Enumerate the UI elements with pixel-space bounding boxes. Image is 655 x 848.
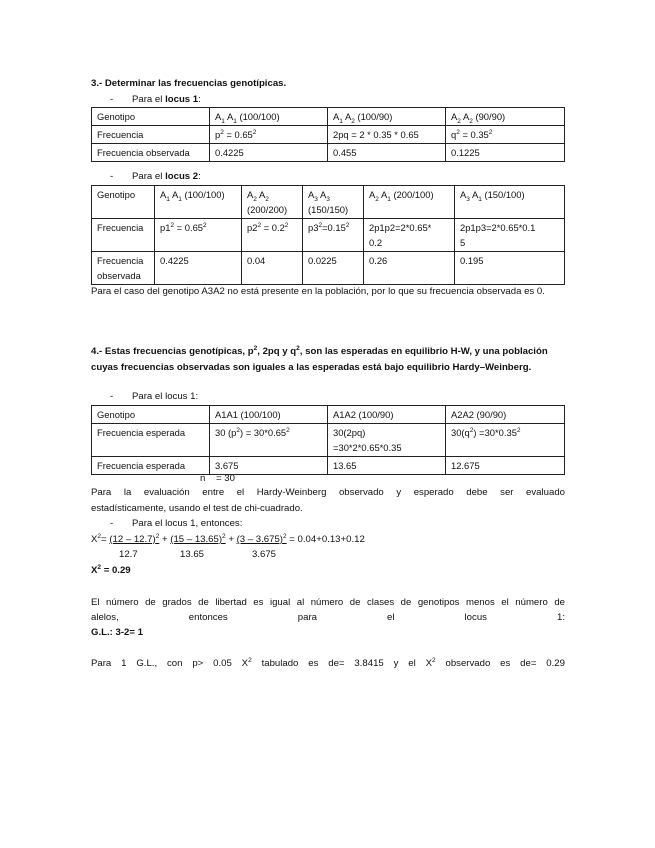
section-4-paragraph: 4.- Estas frecuencias genotípicas, $p^2$, 2pq y $q^2$, son las esperadas en equilibrio H-W, y una población cuyas frecuencias observadas son iguales a las esperadas está bajo equilibrio Hardy–Weinberg. [91, 344, 548, 373]
table-cell: $q^2 = 0.35^2$ [446, 126, 565, 144]
table-cell: Frecuencia observada [92, 252, 155, 285]
table-cell: 0.1225 [446, 144, 565, 162]
locus2-heading: - Para el locus 2: [110, 171, 201, 182]
table-locus2-frequencies [91, 185, 565, 285]
table-cell: Frecuencia esperada [92, 424, 210, 457]
denominator-3: 3.675 [252, 549, 277, 560]
denominator-2: 13.65 [180, 549, 205, 560]
table-header-cell: $A_2$ $A_1$ (200/100) [364, 186, 455, 219]
gl-result: G.L.: 3-2= 1 [91, 627, 143, 638]
table-expected-frequencies [91, 405, 565, 475]
table-header-cell: Genotipo [92, 108, 210, 126]
evaluation-text-line2: estadísticamente, usando el test de chi-cuadrado. [91, 503, 303, 514]
table-header-cell: $A_1$ $A_1$ (100/100) [210, 108, 328, 126]
table-header-cell: $A_1$ $A_2$ (100/90) [328, 108, 446, 126]
table-cell: 2p1p2=2*0.65* 0.2 [364, 219, 455, 252]
table-cell: 30(2pq) =30*2*0.65*0.35 [328, 424, 446, 457]
table-cell: $p1^2 = 0.65^2$ [155, 219, 242, 252]
table-cell: Frecuencia esperada [92, 457, 210, 475]
table-cell: $p3^2=0.15^2$ [303, 219, 364, 252]
table-cell: 12.675 [446, 457, 565, 475]
table-cell: Frecuencia observada [92, 144, 210, 162]
table-header-cell: $A_2$ $A_2$ (200/200) [242, 186, 303, 219]
table-cell: 0.455 [328, 144, 446, 162]
table-header-cell: A1A2 (100/90) [328, 406, 446, 424]
locus1-heading-s4: - Para el locus 1: [110, 391, 199, 402]
table-cell: $p2^2 = 0.2^2$ [242, 219, 303, 252]
table-header-cell: Genotipo [92, 186, 155, 219]
table-locus1-frequencies [91, 107, 565, 162]
table-cell: 3.675 [210, 457, 328, 475]
table-cell: 2pq = 2 * 0.35 * 0.65 [328, 126, 446, 144]
evaluation-text-line1: Para la evaluación entre el Hardy-Weinberg observado y esperado debe ser evaluado [91, 487, 565, 498]
sample-size: n = 30 [200, 473, 235, 484]
table-cell: $p^2 = 0.65^2$ [210, 126, 328, 144]
table-cell: 0.0225 [303, 252, 364, 285]
chi-square-equation: $X^2= (12 - 12.7)^2 + (15 - 13.65)^2 + (3 - 3.675)^2 = 0.04+0.13+0.12$ [91, 532, 365, 545]
table-cell: 0.4225 [155, 252, 242, 285]
table-cell: 2p1p3=2*0.65*0.1 5 [455, 219, 565, 252]
gl-text-line2: alelos, entonces para el locus 1: [91, 612, 565, 623]
table-header-cell: A2A2 (90/90) [446, 406, 565, 424]
locus1-then-heading: - Para el locus 1, entonces: [110, 518, 243, 529]
table-cell: 0.195 [455, 252, 565, 285]
section-3-title: 3.- Determinar las frecuencias genotípicas. [91, 78, 287, 89]
table-cell: Frecuencia [92, 219, 155, 252]
table-cell: 0.4225 [210, 144, 328, 162]
denominator-1: 12.7 [119, 549, 138, 560]
table-cell: Frecuencia [92, 126, 210, 144]
gl-text-line1: El número de grados de libertad es igual al número de clases de genotipos menos el número de [91, 597, 565, 608]
final-conclusion: Para 1 G.L., con p> 0.05 $X^2$ tabulado es de= 3.8415 y el $X^2$ observado es de= 0.29 [91, 656, 565, 669]
table-header-cell: $A_3$ $A_1$ (150/100) [455, 186, 565, 219]
table-header-cell: A1A1 (100/100) [210, 406, 328, 424]
table-header-cell: $A_2$ $A_2$ (90/90) [446, 108, 565, 126]
table-cell: 30 $(p^2) = 30*0.65^2$ [210, 424, 328, 457]
table-header-cell: $A_1$ $A_1$ (100/100) [155, 186, 242, 219]
locus1-heading: - Para el locus 1: [110, 94, 201, 105]
table-cell: 0.04 [242, 252, 303, 285]
note-genotype-a3a2: Para el caso del genotipo A3A2 no está presente en la población, por lo que su frecuencia observada es 0. [91, 286, 545, 297]
table-cell: $30(q^2) =30*0.35^2$ [446, 424, 565, 457]
table-cell: 0.26 [364, 252, 455, 285]
chi-square-result: $X^2 = 0.29$ [91, 563, 131, 576]
table-cell: 13.65 [328, 457, 446, 475]
table-header-cell: Genotipo [92, 406, 210, 424]
table-header-cell: $A_3$ $A_3$ (150/150) [303, 186, 364, 219]
